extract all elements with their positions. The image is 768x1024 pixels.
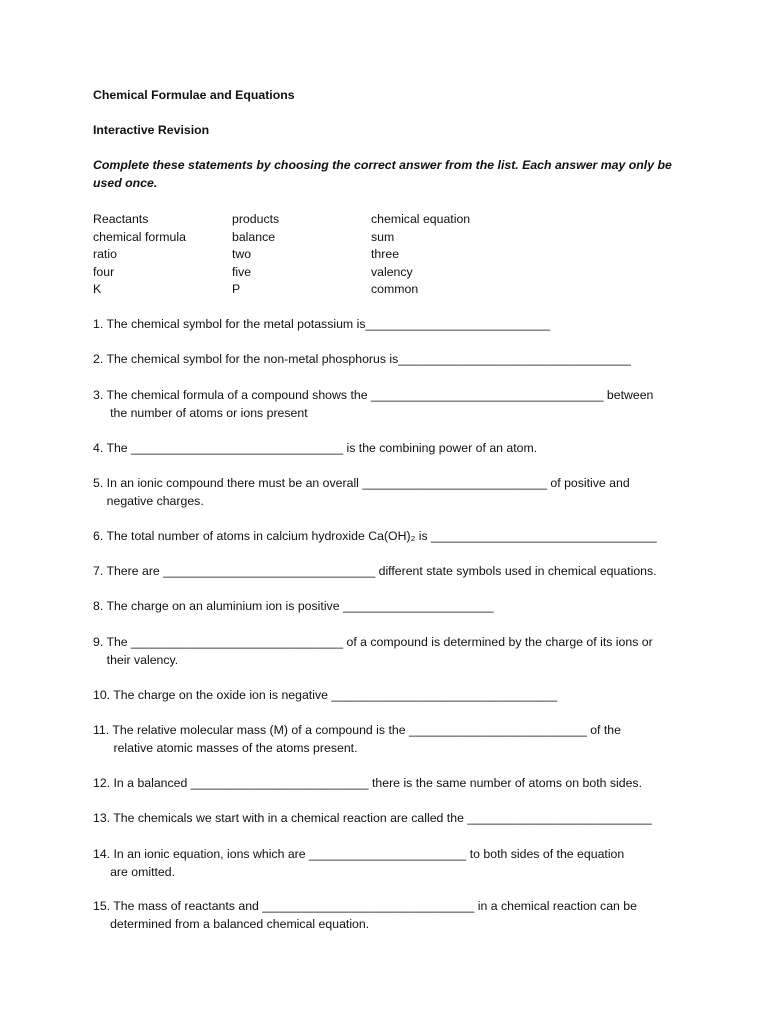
word-bank-item: sum xyxy=(371,229,395,244)
question-text: 12. In a balanced __________________________ there is the same number of atoms on both sides. xyxy=(93,776,642,790)
word-bank-item: common xyxy=(371,282,419,296)
question-text-continued: negative charges. xyxy=(93,493,204,508)
question-text: 7. There are _______________________________ different state symbols used in chemical equations. xyxy=(93,564,657,578)
question-13 xyxy=(93,810,693,828)
word-bank-item: K xyxy=(93,282,102,296)
question-text: 10. The charge on the oxide ion is negative _________________________________ xyxy=(93,688,558,702)
word-bank-item: four xyxy=(93,264,115,279)
question-text: 2. The chemical symbol for the non-metal phosphorus is__________________________________ xyxy=(93,352,631,366)
question-6 xyxy=(93,528,693,546)
question-2 xyxy=(93,351,693,369)
question-text: 15. The mass of reactants and _______________________________ in a chemical reaction can be xyxy=(93,899,637,913)
word-bank-item: ratio xyxy=(93,247,117,261)
word-bank-item: three xyxy=(371,247,400,261)
word-bank-row xyxy=(93,281,419,299)
word-bank-item: balance xyxy=(232,229,276,244)
word-bank-row xyxy=(93,229,395,247)
question-7 xyxy=(93,563,693,581)
question-text: 5. In an ionic compound there must be an overall ___________________________ of positive and xyxy=(93,476,630,490)
word-bank-item: two xyxy=(232,247,252,261)
question-14 xyxy=(93,846,693,881)
question-10 xyxy=(93,687,693,705)
question-8 xyxy=(93,598,693,616)
question-text: 11. The relative molecular mass (M) of a compound is the __________________________ of the xyxy=(93,723,621,737)
word-bank-row xyxy=(93,246,400,264)
word-bank-row xyxy=(93,264,413,282)
question-11 xyxy=(93,722,693,757)
question-text: 9. The _______________________________ of a compound is determined by the charge of its ions or xyxy=(93,635,653,649)
document-subtitle: Interactive Revision xyxy=(93,123,210,137)
question-text: 3. The chemical formula of a compound shows the __________________________________ between xyxy=(93,388,654,402)
word-bank-item: five xyxy=(232,264,252,279)
question-text-continued: their valency. xyxy=(93,652,179,667)
instructions-line-2: used once. xyxy=(93,176,158,190)
question-9 xyxy=(93,634,693,669)
word-bank-item: Reactants xyxy=(93,212,149,226)
word-bank-item: P xyxy=(232,282,241,296)
question-text-continued: relative atomic masses of the atoms present. xyxy=(93,740,358,755)
word-bank xyxy=(93,211,471,299)
question-text-continued: determined from a balanced chemical equation. xyxy=(93,916,370,931)
question-text: 4. The _______________________________ is the combining power of an atom. xyxy=(93,441,538,455)
word-bank-item: chemical formula xyxy=(93,229,186,244)
word-bank-row xyxy=(93,211,471,229)
word-bank-item: chemical equation xyxy=(371,212,471,226)
question-text: 13. The chemicals we start with in a chemical reaction are called the ___________________________ xyxy=(93,811,652,825)
question-text: 1. The chemical symbol for the metal potassium is___________________________ xyxy=(93,317,551,331)
question-3 xyxy=(93,387,693,422)
document-title: Chemical Formulae and Equations xyxy=(93,88,295,102)
question-text: 8. The charge on an aluminium ion is positive ______________________ xyxy=(93,599,494,613)
word-bank-item: valency xyxy=(371,264,413,279)
instructions-line-1: Complete these statements by choosing the correct answer from the list. Each answer may only be xyxy=(93,158,672,172)
word-bank-item: products xyxy=(232,212,280,226)
question-text: 6. The total number of atoms in calcium hydroxide Ca(OH)₂ is _________________________________ xyxy=(93,529,657,543)
question-1 xyxy=(93,316,693,334)
question-5 xyxy=(93,475,693,510)
question-4 xyxy=(93,440,693,458)
question-text-continued: are omitted. xyxy=(93,864,176,879)
question-15 xyxy=(93,898,693,933)
question-12 xyxy=(93,775,693,793)
question-text: 14. In an ionic equation, ions which are _______________________ to both sides of the equation xyxy=(93,847,625,861)
question-text-continued: the number of atoms or ions present xyxy=(93,405,308,420)
